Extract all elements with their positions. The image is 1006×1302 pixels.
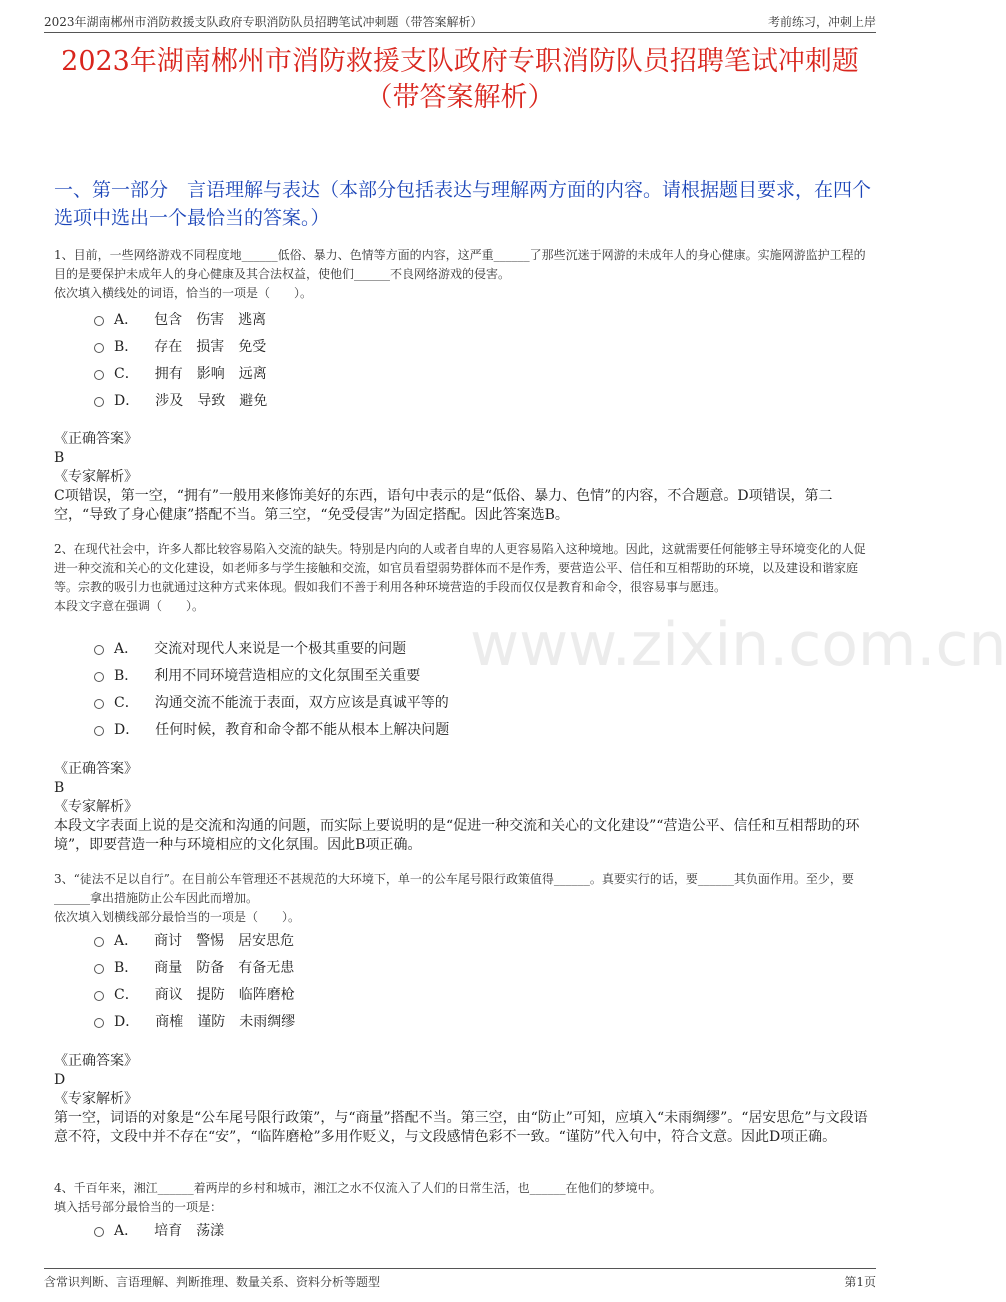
question-ask: 填入括号部分最恰当的一项是： [54,1200,223,1214]
page-number: 第1页 [844,1275,876,1289]
option-d[interactable]: D． 涉及 导致 避免 [94,386,267,413]
question-stem: 3、“徒法不足以自行”。在目前公车管理还不甚规范的大环境下，单一的公车尾号限行政策值得______。真要实行的话，要______其负面作用。至少，要______拿出措施防止公车因此而增加。 [54,872,854,905]
option-d[interactable]: D． 商榷 谨防 未雨绸缪 [94,1007,295,1034]
option-b[interactable]: B． 存在 损害 免受 [94,332,267,359]
explanation-text: 本段文字表面上说的是交流和沟通的问题，而实际上要说明的是“促进一种交流和关心的文化建设”“营造公平、信任和互相帮助的环境”，即要营造一种与环境相应的文化氛围。因此B项正确。 [54,818,860,853]
radio-icon[interactable] [94,1018,104,1028]
option-c[interactable]: C． 商议 提防 临阵磨枪 [94,980,295,1007]
options-2 [94,634,449,742]
option-c[interactable]: C． 拥有 影响 远离 [94,359,267,386]
option-a[interactable]: A． 交流对现代人来说是一个极其重要的问题 [94,634,449,661]
explanation-label: 《专家解析》 [54,799,138,815]
option-c[interactable]: C． 沟通交流不能流于表面，双方应该是真诚平等的 [94,688,449,715]
explanation-text: 第一空，词语的对象是“公车尾号限行政策”，与“商量”搭配不当。第三空，由“防止”可知，应填入“未雨绸缪”。“居安思危”与文段语意不符，文段中并不存在“安”，“临阵磨枪”多用作贬义，与文段感情色彩不一致。“谨防”代入句中，符合文意。因此D项正确。 [54,1110,868,1145]
answer-block-3 [54,1052,876,1147]
question-ask: 依次填入划横线部分最恰当的一项是（ ）。 [54,910,301,924]
option-b[interactable]: B． 商量 防备 有备无患 [94,953,295,980]
question-stem: 4、千百年来，湘江______着两岸的乡村和城市，湘江之水不仅流入了人们的日常生活，也______在他们的梦境中。 [54,1181,662,1195]
radio-icon[interactable] [94,1227,104,1237]
radio-icon[interactable] [94,343,104,353]
question-2 [54,540,876,616]
radio-icon[interactable] [94,672,104,682]
page-header [44,10,876,33]
explanation-text: C项错误，第一空，“拥有”一般用来修饰美好的东西，语句中表示的是“低俗、暴力、色情”的内容，不合题意。D项错误，第二空，“导致了身心健康”搭配不当。第三空，“免受侵害”为固定搭配。因此答案选B。 [54,488,833,523]
question-stem: 1、目前，一些网络游戏不同程度地______低俗、暴力、色情等方面的内容，这严重______了那些沉迷于网游的未成年人的身心健康。实施网游监护工程的目的是要保护未成年人的身心健康及其合法权益，使他们______不良网络游戏的侵害。 [54,248,866,281]
watermark: www.zixin.com.cn [470,610,1006,680]
header-doc-title: 2023年湖南郴州市消防救援支队政府专职消防队员招聘笔试冲刺题（带答案解析） [44,15,483,29]
question-stem: 2、在现代社会中，许多人都比较容易陷入交流的缺失。特别是内向的人或者自卑的人更容易陷入这种境地。因此，这就需要任何能够主导环境变化的人促进一种交流和关心的文化建设，如老师多与学生接触和交流，如官员看望弱势群体而不是作秀，要营造公平、信任和互相帮助的环境，以及建设和谐家庭等。宗教的吸引力也就通过这种方式来体现。假如我们不善于利用各种环境营造的手段而仅仅是教育和命令，很容易事与愿违。 [54,542,866,594]
option-d[interactable]: D． 任何时候，教育和命令都不能从根本上解决问题 [94,715,449,742]
explanation-label: 《专家解析》 [54,469,138,485]
question-ask: 本段文字意在强调（ ）。 [54,599,205,613]
options-4 [94,1216,224,1243]
question-ask: 依次填入横线处的词语，恰当的一项是（ ）。 [54,286,313,300]
page-title: 2023年湖南郴州市消防救援支队政府专职消防队员招聘笔试冲刺题（带答案解析） [61,46,859,113]
question-1 [54,246,876,303]
options-3 [94,926,295,1034]
answer-block-2 [54,760,876,855]
footer-description: 含常识判断、言语理解、判断推理、数量关系、资料分析等题型 [44,1275,381,1289]
answer-value: D [54,1072,66,1088]
radio-icon[interactable] [94,726,104,736]
answer-label: 《正确答案》 [54,761,138,777]
option-a[interactable]: A． 商讨 警惕 居安思危 [94,926,295,953]
radio-icon[interactable] [94,937,104,947]
answer-label: 《正确答案》 [54,431,138,447]
page-footer [44,1268,876,1295]
radio-icon[interactable] [94,991,104,1001]
radio-icon[interactable] [94,964,104,974]
option-a[interactable]: A． 包含 伤害 逃离 [94,305,267,332]
radio-icon[interactable] [94,370,104,380]
answer-label: 《正确答案》 [54,1053,138,1069]
radio-icon[interactable] [94,699,104,709]
answer-value: B [54,450,65,466]
radio-icon[interactable] [94,645,104,655]
explanation-label: 《专家解析》 [54,1091,138,1107]
answer-value: B [54,780,65,796]
answer-block-1 [54,430,876,525]
options-1 [94,305,267,413]
option-b[interactable]: B． 利用不同环境营造相应的文化氛围至关重要 [94,661,449,688]
radio-icon[interactable] [94,397,104,407]
radio-icon[interactable] [94,316,104,326]
question-3 [54,870,876,927]
section-heading: 一、第一部分 言语理解与表达（本部分包括表达与理解两方面的内容。请根据题目要求，在四个选项中选出一个最恰当的答案。） [54,179,872,229]
question-4 [54,1179,876,1217]
header-slogan: 考前练习，冲刺上岸 [767,15,876,29]
option-a[interactable]: A． 培育 荡漾 [94,1216,224,1243]
